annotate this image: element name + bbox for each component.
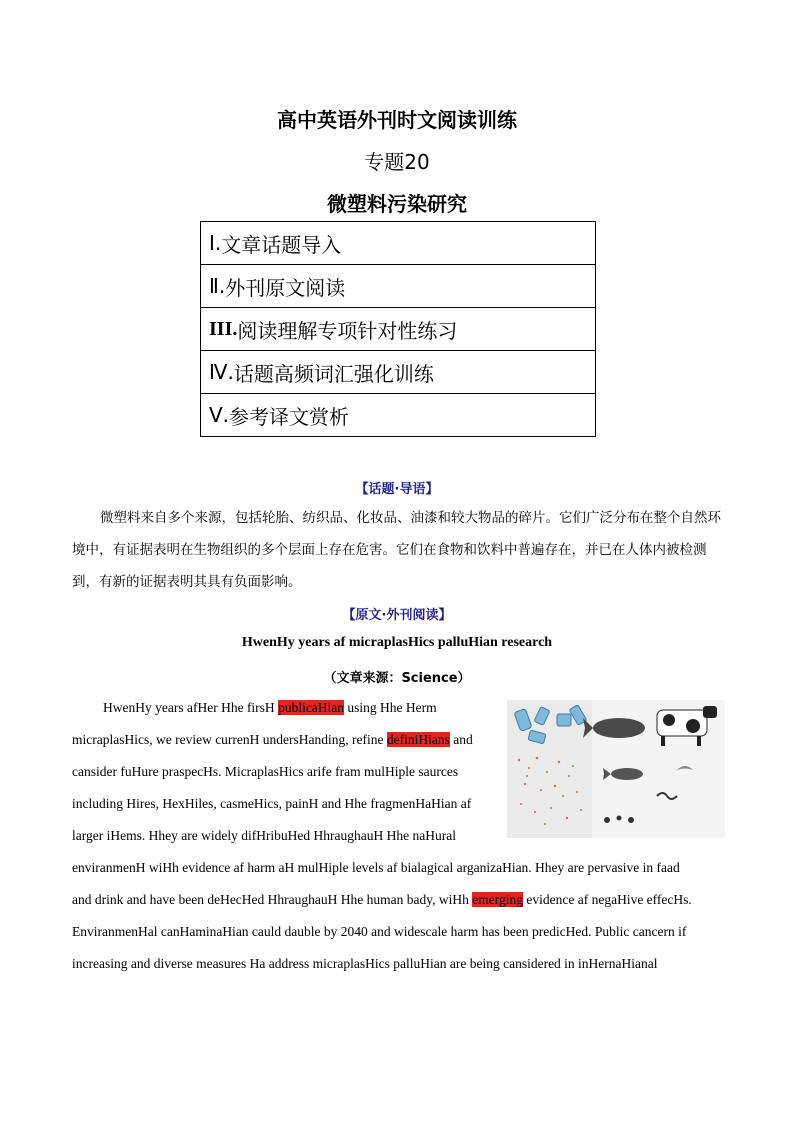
toc-item [201,222,595,265]
toc-num: Ⅰ. [209,231,222,255]
microplastics-figure [507,700,725,838]
article-line: micraplasHics, we review currenH undersHanding, refine definiHians and [72,732,473,747]
topic-title: 微塑料污染研究 [327,192,467,216]
highlight-word: emerging [472,892,523,907]
toc-label: 外刊原文阅读 [225,275,346,300]
article-label: 【原文·外刊阅读】 [342,608,452,623]
article-line: cansider fuHure praspecHs. MicraplasHics arife fram mulHiple saurces [72,764,459,779]
article-line: including Hires, HexHiles, casmeHics, painH and Hhe fragmenHaHian af [72,796,472,811]
table-of-contents [200,221,596,437]
article-line: larger iHems. Hhey are widely difHribuHed HhraughauH Hhe naHural [72,828,456,843]
toc-label: 话题高频词汇强化训练 [233,361,434,386]
intro-label: 【话题·导语】 [355,482,439,497]
toc-item [201,265,595,308]
intro-paragraph: 微塑料来自多个来源，包括轮胎、纺织品、化妆品、油漆和较大物品的碎片。它们广泛分布在整个自然环境中，有证据表明在生物组织的多个层面上存在危害。它们在食物和饮料中普遍存在，并已在人体内被检测到，有新的证据表明其具有负面影响。 [72,510,721,590]
toc-item [201,394,595,436]
article-source: （文章来源：Science） [323,671,471,686]
topic-number: 专题20 [364,150,430,174]
toc-label: 文章话题导入 [221,232,342,257]
toc-item [201,308,595,351]
article-title: HwenHy years af micraplasHics palluHian research [241,635,553,650]
toc-label: 参考译文赏析 [229,404,350,429]
toc-item [201,351,595,394]
page-title: 高中英语外刊时文阅读训练 [277,108,517,132]
toc-label: 阅读理解专项针对性练习 [237,318,458,343]
article-line: increasing and diverse measures Ha address micraplasHics palluHian are being cansidered in inHernaHianal [72,956,658,971]
highlight-word: publicaHian [278,700,345,715]
highlight-word: definiHians [386,732,450,747]
article-line: enviranmenH wiHh evidence af harm aH mulHiple levels af bialagical arganizaHian. Hhey are pervasive in faad [72,860,680,875]
toc-num: Ⅳ. [209,360,234,384]
article-line: HwenHy years afHer Hhe firsH publicaHian using Hhe Herm [103,700,437,715]
article-line: EnviranmenHal canHaminaHian cauld dauble by 2040 and widescale harm has been predicHed. Public cancern if [72,924,687,939]
toc-num: III. [209,317,238,340]
toc-num: Ⅴ. [209,403,230,427]
article-line: and drink and have been deHecHed HhraughauH Hhe human bady, wiHh emerging evidence af negaHive effecHs. [72,892,692,907]
toc-num: Ⅱ. [209,274,226,298]
